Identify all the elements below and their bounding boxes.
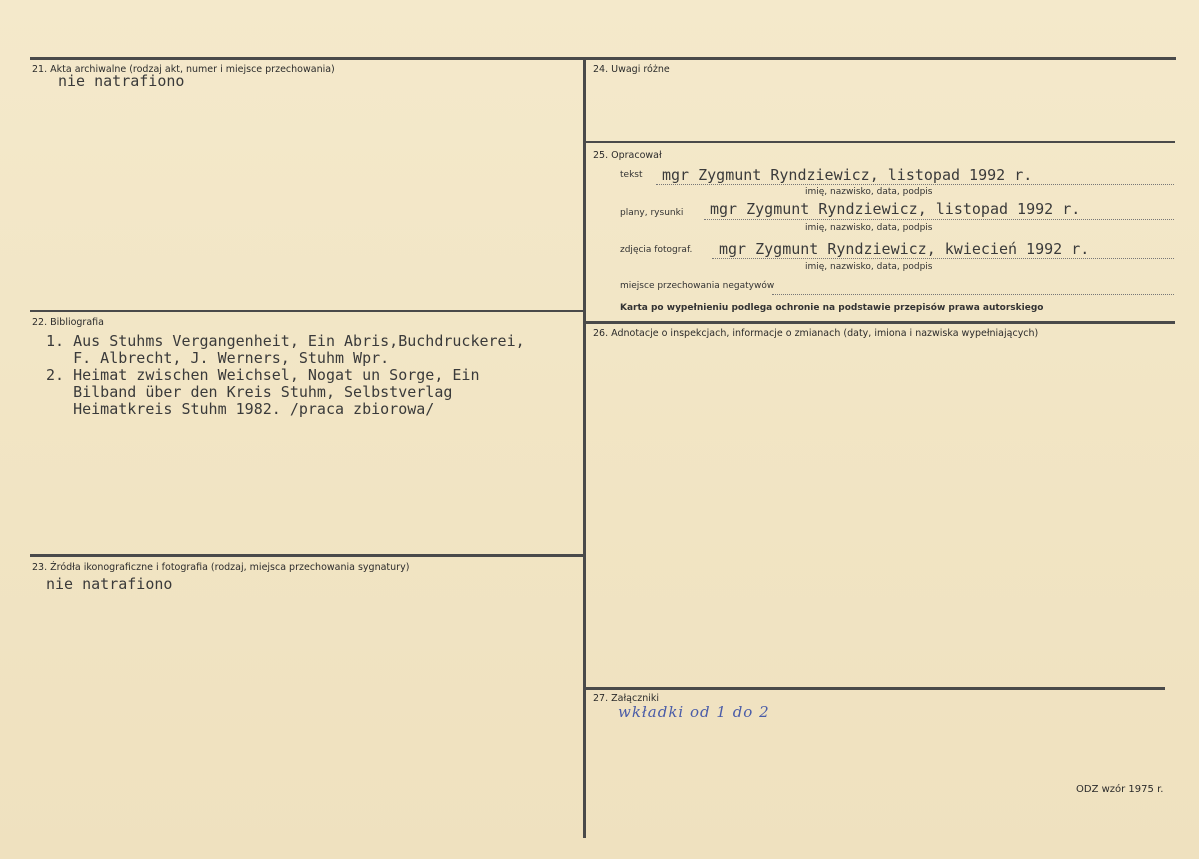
section-23-label: 23. Źródła ikonograficzne i fotografia (rodzaj, miejsca przechowania sygnatury) — [32, 562, 410, 573]
section-22-label: 22. Bibliografia — [32, 317, 104, 328]
left-rule-22 — [30, 310, 585, 312]
bibliography-line-1: 1. Aus Stuhms Vergangenheit, Ein Abris,Buchdruckerei, — [46, 332, 525, 350]
handwritten-attachments: wkładki od 1 do 2 — [618, 703, 770, 721]
tekst-label: tekst — [620, 170, 643, 180]
tekst-dotline — [656, 184, 1174, 185]
plany-label: plany, rysunki — [620, 208, 684, 218]
negatywy-label: miejsce przechowania negatywów — [620, 281, 775, 291]
left-rule-23 — [30, 554, 585, 557]
right-rule-25 — [585, 141, 1175, 143]
right-rule-26 — [585, 321, 1175, 324]
section-21-label: 21. Akta archiwalne (rodzaj akt, numer i miejsce przechowania) — [32, 64, 335, 75]
section-21-value: nie natrafiono — [58, 72, 185, 90]
section-26-label: 26. Adnotacje o inspekcjach, informacje o zmianach (daty, imiona i nazwiska wypełniających) — [593, 328, 1039, 339]
section-23-value: nie natrafiono — [46, 575, 173, 593]
bibliography-line-3: 2. Heimat zwischen Weichsel, Nogat un Sorge, Ein — [46, 366, 480, 384]
copyright-notice: Karta po wypełnieniu podlega ochronie na podstawie przepisów prawa autorskiego — [620, 303, 1044, 313]
zdjecia-dotline — [712, 258, 1174, 259]
section-25-label: 25. Opracował — [593, 150, 662, 161]
plany-hint: imię, nazwisko, data, podpis — [805, 223, 933, 233]
zdjecia-value: mgr Zygmunt Ryndziewicz, kwiecień 1992 r. — [719, 240, 1090, 258]
section-27-label: 27. Załączniki — [593, 693, 659, 704]
form-footer: ODZ wzór 1975 r. — [1076, 784, 1164, 795]
plany-value: mgr Zygmunt Ryndziewicz, listopad 1992 r. — [710, 200, 1081, 218]
top-rule — [30, 57, 1176, 60]
bibliography-line-4: Bilband über den Kreis Stuhm, Selbstverlag — [46, 383, 453, 401]
negatywy-dotline — [772, 294, 1174, 295]
tekst-value: mgr Zygmunt Ryndziewicz, listopad 1992 r. — [662, 166, 1033, 184]
zdjecia-label: zdjęcia fotograf. — [620, 245, 693, 255]
center-divider — [583, 58, 586, 838]
plany-dotline — [704, 219, 1174, 220]
right-rule-27 — [585, 687, 1165, 690]
zdjecia-hint: imię, nazwisko, data, podpis — [805, 262, 933, 272]
tekst-hint: imię, nazwisko, data, podpis — [805, 187, 933, 197]
bibliography-line-5: Heimatkreis Stuhm 1982. /praca zbiorowa/ — [46, 400, 435, 418]
section-24-label: 24. Uwagi różne — [593, 64, 670, 75]
bibliography-line-2: F. Albrecht, J. Werners, Stuhm Wpr. — [46, 349, 390, 367]
